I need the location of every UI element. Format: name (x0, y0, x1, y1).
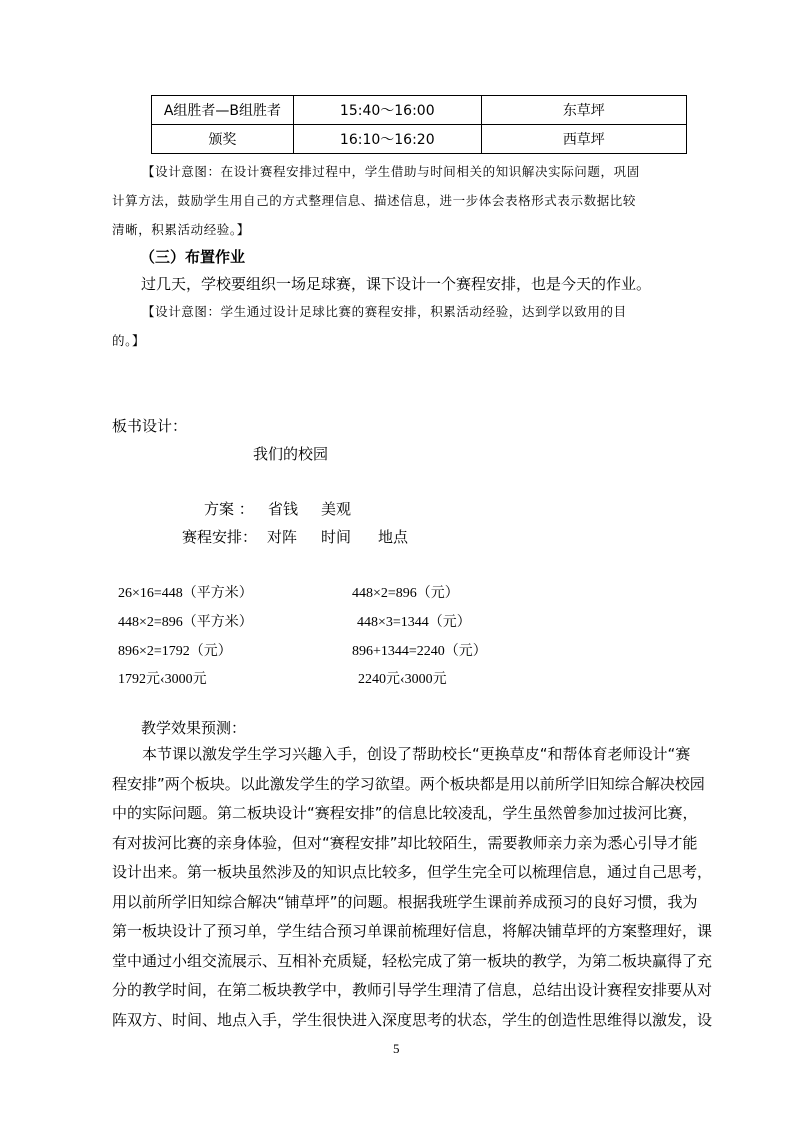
effect-forecast-paragraph (112, 740, 713, 1035)
plan-item: 省钱 (268, 500, 299, 518)
calc-right: 448×2=896（元） (352, 586, 459, 601)
design-intent-line: 的。】 (112, 333, 146, 348)
paragraph-line: 程安排”两个板块。以此激发学生的学习欲望。两个板块都是用以前所学旧知综合解决校园 (112, 774, 705, 793)
paragraph-line: 有对拔河比赛的亲身体验，但对“赛程安排”却比较陌生，需要教师亲力亲为悉心引导才能 (112, 833, 698, 852)
section-heading: （三）布置作业 (140, 248, 246, 266)
design-intent-line: 计算方法，鼓励学生用自己的方式整理信息、描述信息，进一步体会表格形式表示数据比较 (112, 193, 637, 208)
table-cell-time: 16:10～16:20 (293, 125, 481, 154)
calc-right: 2240元‹3000元 (358, 672, 447, 687)
board-design-label: 板书设计： (112, 417, 188, 435)
calc-right: 896+1344=2240（元） (352, 644, 487, 659)
calc-right: 448×3=1344（元） (357, 615, 471, 630)
paragraph-line: 用以前所学旧知综合解决“铺草坪”的问题。根据我班学生课前养成预习的良好习惯，我为 (112, 892, 698, 911)
calc-left: 1792元‹3000元 (118, 672, 207, 687)
design-intent-line: 【设计意图：学生通过设计足球比赛的赛程安排，积累活动经验，达到学以致用的目 (142, 304, 627, 319)
table-cell-match: 颁奖 (152, 125, 294, 154)
schedule-table (151, 95, 687, 154)
table-cell-time: 15:40～16:00 (293, 96, 481, 125)
design-intent-line: 清晰，积累活动经验。】 (112, 222, 250, 237)
schedule-label: 赛程安排： (182, 528, 258, 546)
calc-left: 448×2=896（平方米） (118, 615, 253, 630)
table-row (152, 125, 687, 154)
paragraph-line: 堂中通过小组交流展示、互相补充质疑，轻松完成了第一板块的教学，为第二板块赢得了充 (112, 951, 713, 970)
schedule-item: 地点 (378, 528, 409, 546)
calc-left: 896×2=1792（元） (118, 644, 232, 659)
paragraph-line: 本节课以激发学生学习兴趣入手，创设了帮助校长“更换草皮“和帮体育老师设计“赛 (142, 745, 691, 763)
table-cell-place: 西草坪 (481, 125, 686, 154)
table-cell-match: A组胜者—B组胜者 (152, 96, 294, 125)
plan-label: 方案 ： (204, 500, 254, 518)
homework-text: 过几天，学校要组织一场足球赛，课下设计一个赛程安排，也是今天的作业。 (141, 275, 652, 293)
paragraph-line: 中的实际问题。第二板块设计“赛程安排”的信息比较凌乱，学生虽然曾参加过拔河比赛， (112, 804, 698, 822)
board-title: 我们的校园 (253, 445, 329, 463)
paragraph-line: 分的教学时间，在第二板块教学中，教师引导学生理清了信息，总结出设计赛程安排要从对 (112, 981, 713, 999)
table-cell-place: 东草坪 (481, 96, 686, 125)
effect-forecast-label: 教学效果预测： (141, 719, 247, 737)
calc-left: 26×16=448（平方米） (118, 586, 253, 601)
page-number: 5 (393, 1041, 400, 1056)
paragraph-line: 第一板块设计了预习单，学生结合预习单课前梳理好信息，将解决铺草坪的方案整理好，课 (112, 922, 713, 940)
plan-item: 美观 (321, 500, 352, 518)
schedule-item: 时间 (321, 528, 352, 546)
design-intent-line: 【设计意图：在设计赛程安排过程中，学生借助与时间相关的知识解决实际问题，巩固 (142, 164, 640, 179)
table-row (152, 96, 687, 125)
schedule-item: 对阵 (267, 528, 298, 546)
paragraph-line: 阵双方、时间、地点入手，学生很快进入深度思考的状态，学生的创造性思维得以激发，设 (112, 1010, 713, 1029)
paragraph-line: 设计出来。第一板块虽然涉及的知识点比较多，但学生完全可以梳理信息，通过自己思考， (112, 863, 713, 881)
